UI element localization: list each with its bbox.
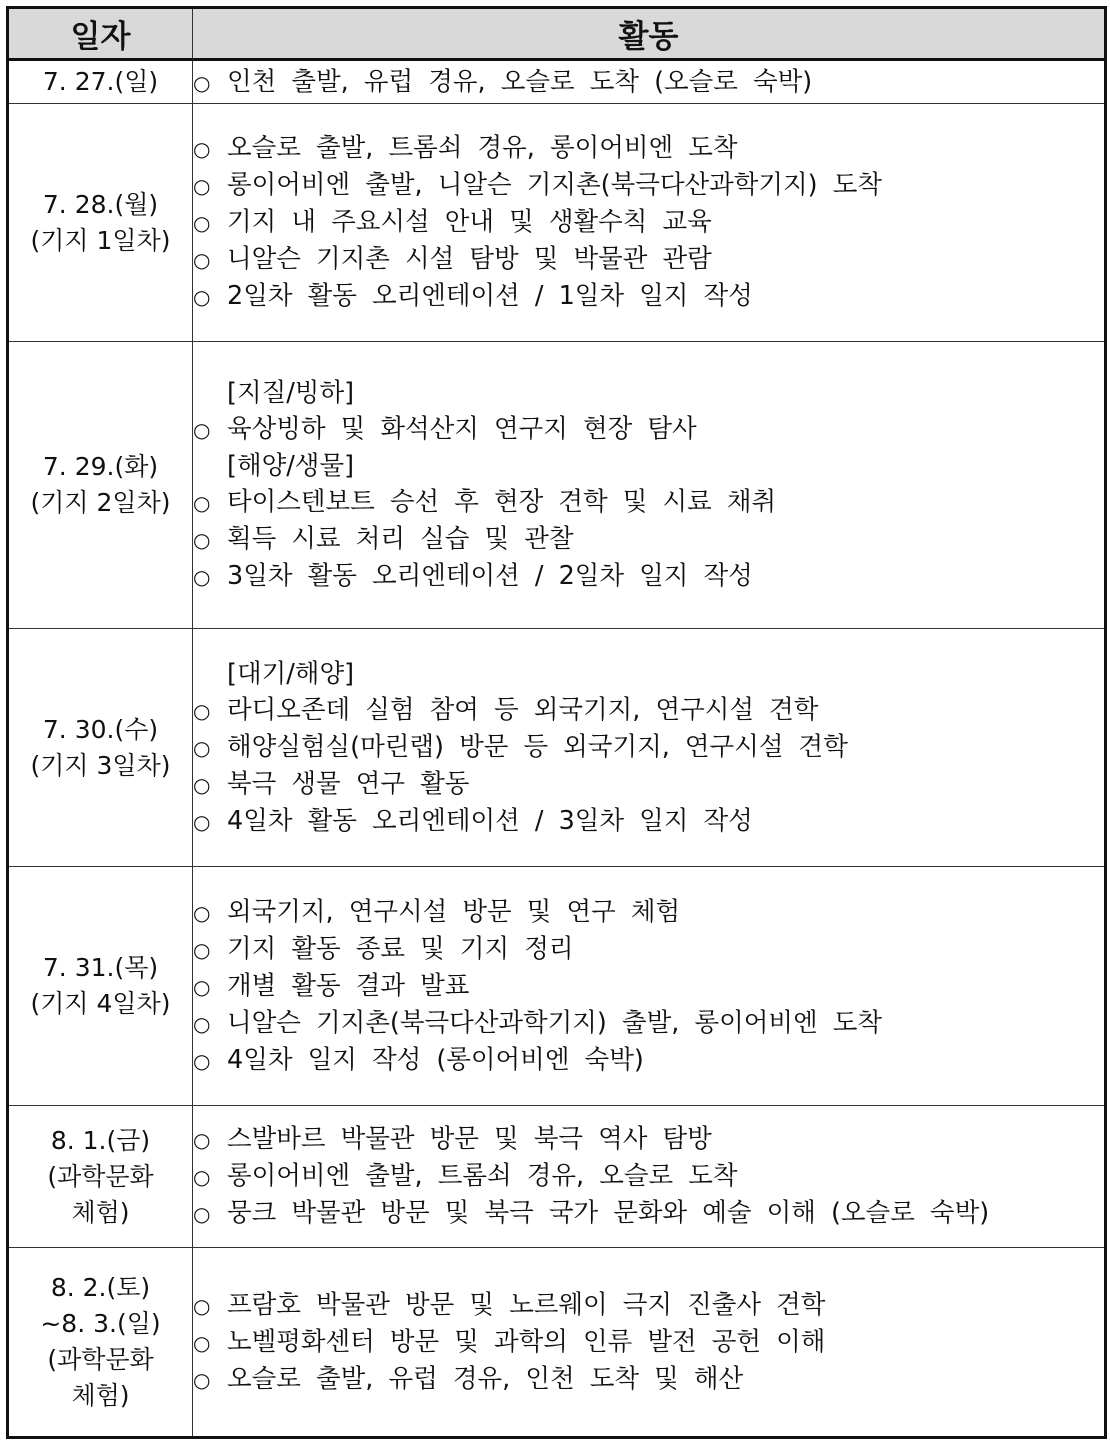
activity-text: 니알슨 기지촌 시설 탐방 및 박물관 관람 bbox=[227, 244, 712, 274]
schedule-activities bbox=[193, 629, 1106, 867]
activity-text: 2일차 활동 오리엔테이션 / 1일차 일지 작성 bbox=[227, 281, 753, 311]
circle-bullet-icon: ○ bbox=[193, 137, 211, 161]
activity-item bbox=[193, 931, 1104, 968]
circle-bullet-icon: ○ bbox=[193, 211, 211, 235]
activity-text: 스발바르 박물관 방문 및 북극 역사 탐방 bbox=[227, 1124, 712, 1154]
activity-item bbox=[193, 130, 1104, 167]
activity-text: 롱이어비엔 출발, 니알슨 기지촌(북극다산과학기지) 도착 bbox=[227, 170, 882, 200]
activity-item bbox=[193, 1042, 1104, 1079]
schedule-body bbox=[8, 60, 1106, 1438]
circle-bullet-icon: ○ bbox=[193, 772, 211, 797]
activity-item bbox=[193, 241, 1104, 278]
activity-text: 오슬로 출발, 트롬쇠 경유, 롱이어비엔 도착 bbox=[227, 133, 738, 163]
circle-bullet-icon: ○ bbox=[193, 70, 211, 95]
activity-text: 뭉크 박물관 방문 및 북극 국가 문화와 예술 이해 (오슬로 숙박) bbox=[227, 1198, 990, 1228]
activity-item bbox=[193, 1005, 1104, 1042]
activity-text: 4일차 일지 작성 (롱이어비엔 숙박) bbox=[227, 1044, 644, 1075]
activity-item bbox=[193, 521, 1104, 558]
activity-category-heading: [해양/생물] bbox=[227, 451, 355, 481]
activity-item bbox=[193, 204, 1104, 241]
schedule-row bbox=[8, 629, 1106, 867]
activity-text: 4일차 활동 오리엔테이션 / 3일차 일지 작성 bbox=[227, 805, 753, 836]
activity-text: 인천 출발, 유럽 경유, 오슬로 도착 (오슬로 숙박) bbox=[227, 66, 813, 97]
schedule-activities bbox=[193, 60, 1106, 104]
schedule-row bbox=[8, 104, 1106, 342]
schedule-date: 7. 30.(수) (기지 3일차) bbox=[8, 629, 193, 867]
circle-bullet-icon: ○ bbox=[193, 491, 211, 515]
circle-bullet-icon: ○ bbox=[193, 1202, 211, 1226]
circle-bullet-icon: ○ bbox=[193, 1293, 211, 1318]
circle-bullet-icon: ○ bbox=[193, 1011, 211, 1036]
activity-item bbox=[193, 64, 1104, 101]
activity-text: 개별 활동 결과 발표 bbox=[227, 970, 470, 1001]
activity-text: 해양실험실(마린랩) 방문 등 외국기지, 연구시설 견학 bbox=[227, 731, 848, 762]
activity-item bbox=[193, 558, 1104, 595]
circle-bullet-icon: ○ bbox=[193, 528, 211, 552]
activity-text: 외국기지, 연구시설 방문 및 연구 체험 bbox=[227, 896, 681, 927]
circle-bullet-icon: ○ bbox=[193, 1165, 211, 1189]
schedule-row bbox=[8, 60, 1106, 104]
circle-bullet-icon: ○ bbox=[193, 1330, 211, 1355]
circle-bullet-icon: ○ bbox=[193, 900, 211, 925]
circle-bullet-icon: ○ bbox=[193, 735, 211, 760]
schedule-date: 7. 29.(화) (기지 2일차) bbox=[8, 342, 193, 629]
schedule-date: 8. 1.(금) (과학문화 체험) bbox=[8, 1106, 193, 1248]
schedule-activities bbox=[193, 867, 1106, 1106]
circle-bullet-icon: ○ bbox=[193, 809, 211, 834]
activity-column-header: 활동 bbox=[193, 8, 1106, 60]
activity-item bbox=[193, 1324, 1104, 1361]
schedule-date: 7. 28.(월) (기지 1일차) bbox=[8, 104, 193, 342]
activity-item bbox=[193, 894, 1104, 931]
activity-text: 북극 생물 연구 활동 bbox=[227, 768, 470, 799]
activity-category-heading: [지질/빙하] bbox=[227, 378, 355, 408]
activity-text: 획득 시료 처리 실습 및 관찰 bbox=[227, 524, 574, 554]
schedule-activities bbox=[193, 1106, 1106, 1248]
activity-text: 롱이어비엔 출발, 트롬쇠 경유, 오슬로 도착 bbox=[227, 1161, 738, 1191]
activity-item bbox=[193, 729, 1104, 766]
schedule-row bbox=[8, 867, 1106, 1106]
circle-bullet-icon: ○ bbox=[193, 698, 211, 723]
activity-text: 라디오존데 실험 참여 등 외국기지, 연구시설 견학 bbox=[227, 694, 819, 725]
circle-bullet-icon: ○ bbox=[193, 974, 211, 999]
schedule-row bbox=[8, 342, 1106, 629]
circle-bullet-icon: ○ bbox=[193, 565, 211, 589]
activity-item bbox=[193, 1287, 1104, 1324]
activity-text: 프람호 박물관 방문 및 노르웨이 극지 진출사 견학 bbox=[227, 1289, 826, 1320]
schedule-table bbox=[6, 6, 1107, 1439]
circle-bullet-icon: ○ bbox=[193, 937, 211, 962]
activity-text: 육상빙하 및 화석산지 연구지 현장 탐사 bbox=[227, 414, 697, 444]
activity-text: 노벨평화센터 방문 및 과학의 인류 발전 공헌 이해 bbox=[227, 1326, 826, 1357]
activity-text: 타이스텐보트 승선 후 현장 견학 및 시료 채취 bbox=[227, 487, 777, 517]
activity-item bbox=[193, 411, 1104, 448]
schedule-date: 7. 31.(목) (기지 4일차) bbox=[8, 867, 193, 1106]
activity-item bbox=[193, 1195, 1104, 1232]
activity-item bbox=[193, 968, 1104, 1005]
activity-item bbox=[193, 1121, 1104, 1158]
activity-text: 오슬로 출발, 유럽 경유, 인천 도착 및 해산 bbox=[227, 1363, 744, 1394]
activity-item bbox=[193, 803, 1104, 840]
schedule-activities bbox=[193, 342, 1106, 629]
schedule-activities bbox=[193, 1248, 1106, 1438]
circle-bullet-icon: ○ bbox=[193, 1048, 211, 1073]
activity-text: 니알슨 기지촌(북극다산과학기지) 출발, 롱이어비엔 도착 bbox=[227, 1007, 882, 1038]
schedule-date: 8. 2.(토) ~8. 3.(일) (과학문화 체험) bbox=[8, 1248, 193, 1438]
schedule-row bbox=[8, 1248, 1106, 1438]
activity-text: 기지 활동 종료 및 기지 정리 bbox=[227, 933, 574, 964]
activity-item bbox=[193, 484, 1104, 521]
circle-bullet-icon: ○ bbox=[193, 174, 211, 198]
activity-item bbox=[193, 1158, 1104, 1195]
circle-bullet-icon: ○ bbox=[193, 418, 211, 442]
circle-bullet-icon: ○ bbox=[193, 1367, 211, 1392]
activity-item bbox=[193, 278, 1104, 315]
schedule-row bbox=[8, 1106, 1106, 1248]
circle-bullet-icon: ○ bbox=[193, 248, 211, 272]
activity-text: 3일차 활동 오리엔테이션 / 2일차 일지 작성 bbox=[227, 561, 753, 591]
schedule-activities bbox=[193, 104, 1106, 342]
activity-text: 기지 내 주요시설 안내 및 생활수칙 교육 bbox=[227, 207, 712, 237]
activity-category-heading: [대기/해양] bbox=[227, 658, 355, 689]
activity-item bbox=[193, 1361, 1104, 1398]
header-row bbox=[8, 8, 1106, 60]
circle-bullet-icon: ○ bbox=[193, 285, 211, 309]
circle-bullet-icon: ○ bbox=[193, 1128, 211, 1152]
date-column-header: 일자 bbox=[8, 8, 193, 60]
activity-item bbox=[193, 766, 1104, 803]
schedule-date: 7. 27.(일) bbox=[8, 60, 193, 104]
activity-item bbox=[193, 692, 1104, 729]
activity-item bbox=[193, 167, 1104, 204]
